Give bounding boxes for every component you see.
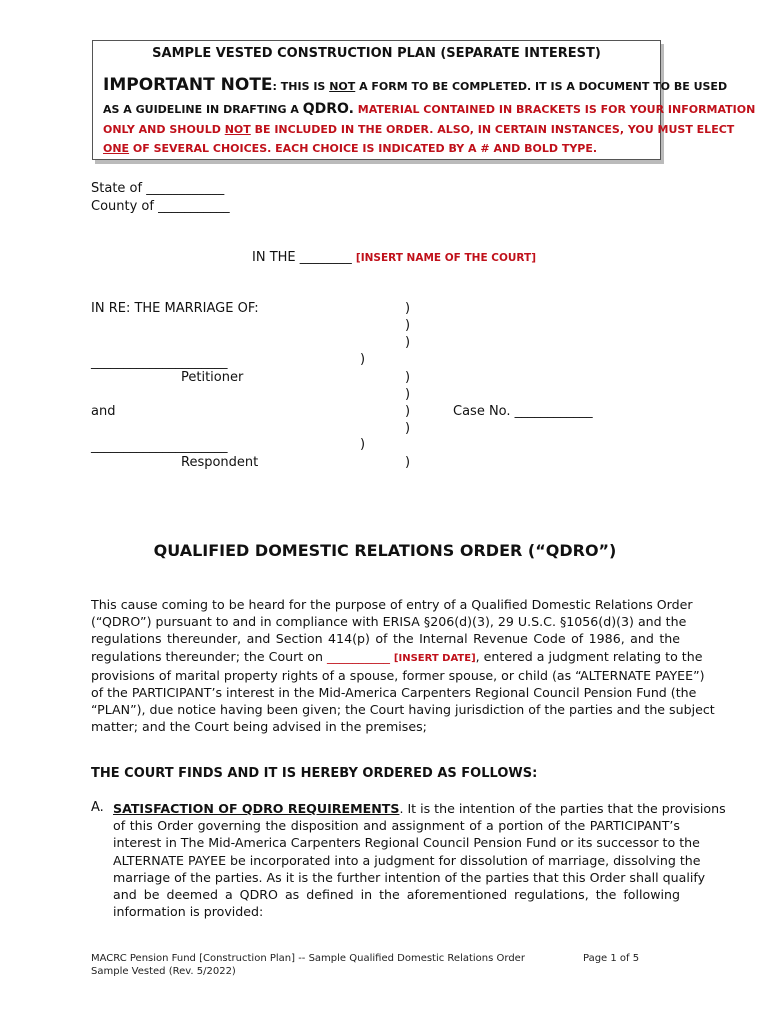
findings-heading: THE COURT FINDS AND IT IS HEREBY ORDERED AS FOLLOWS: [91, 766, 538, 781]
caption-paren: ) [405, 404, 411, 419]
caption-paren: ) [405, 335, 411, 350]
intro-line: of the PARTICIPANT’s interest in the Mid-America Carpenters Regional Council Pension Fund (the [91, 685, 697, 701]
notice-line-4: ONE OF SEVERAL CHOICES. EACH CHOICE IS INDICATED BY A # AND BOLD TYPE. [103, 142, 598, 155]
intro-line: This cause coming to be heard for the purpose of entry of a Qualified Domestic Relations Order [91, 597, 693, 612]
section-a-line: interest in The Mid-America Carpenters Regional Council Pension Fund or its successor to the [113, 835, 700, 851]
page-number: Page 1 of 5 [583, 953, 640, 964]
court-name-placeholder: [INSERT NAME OF THE COURT] [355, 252, 537, 264]
in-re-marriage: IN RE: THE MARRIAGE OF: [91, 301, 259, 316]
caption-paren: ) [405, 455, 411, 470]
court-line: IN THE ________ [INSERT NAME OF THE COURT] [252, 250, 537, 265]
state-of-line: State of ____________ [91, 181, 225, 196]
section-a-line: and be deemed a QDRO as defined in the aforementioned regulations, the following [113, 887, 680, 903]
intro-line: (“QDRO”) pursuant to and in compliance with ERISA §206(d)(3), 29 U.S.C. §1056(d)(3) and the [91, 614, 687, 630]
case-number: Case No. ____________ [453, 404, 593, 419]
section-a-letter: A. [91, 800, 104, 815]
footer-doc-title: MACRC Pension Fund [Construction Plan] -- Sample Qualified Domestic Relations Order [91, 953, 525, 964]
petitioner-blank: _____________________ [91, 355, 228, 370]
caption-paren: ) [405, 421, 411, 436]
caption-paren: ) [360, 437, 366, 452]
notice-line-1: IMPORTANT NOTE: THIS IS NOT A FORM TO BE COMPLETED. IT IS A DOCUMENT TO BE USED [103, 75, 728, 95]
notice-line-3: ONLY AND SHOULD NOT BE INCLUDED IN THE ORDER. ALSO, IN CERTAIN INSTANCES, YOU MUST ELECT [103, 123, 735, 136]
important-notice-box [92, 40, 756, 160]
intro-line: regulations thereunder, and Section 414(p) of the Internal Revenue Code of 1986, and the [91, 631, 680, 647]
and-label: and [91, 404, 116, 419]
county-of-line: County of ___________ [91, 199, 230, 214]
date-blank: __________ [326, 648, 390, 664]
intro-line: “PLAN”), due notice having been given; the Court having jurisdiction of the parties and the subject [91, 702, 715, 718]
respondent-blank: _____________________ [91, 439, 228, 454]
insert-date-placeholder: [INSERT DATE] [393, 652, 476, 664]
footer-revision: Sample Vested (Rev. 5/2022) [91, 966, 236, 977]
intro-line: provisions of marital property rights of a spouse, former spouse, or child (as “ALTERNATE PAYEE”) [91, 667, 705, 683]
section-a-paragraph [113, 800, 726, 920]
intro-line: matter; and the Court being advised in the premises; [91, 719, 427, 735]
petitioner-label: Petitioner [181, 370, 244, 385]
section-a-line: SATISFACTION OF QDRO REQUIREMENTS. It is the intention of the parties that the provisions [113, 801, 726, 816]
intro-paragraph [91, 596, 715, 736]
section-a-line: marriage of the parties. As it is the further intention of the parties that this Order shall qualify [113, 869, 706, 885]
order-title: QUALIFIED DOMESTIC RELATIONS ORDER (“QDRO”) [153, 541, 617, 560]
caption-paren: ) [405, 370, 411, 385]
caption-paren: ) [405, 318, 411, 333]
intro-line: regulations thereunder; the Court on __________ [INSERT DATE], entered a judgment relating to the [91, 648, 703, 664]
respondent-label: Respondent [181, 455, 259, 470]
section-a-title: SATISFACTION OF QDRO REQUIREMENTS [113, 801, 400, 816]
section-a-line: of this Order governing the disposition and assignment of a portion of the PARTICIPANT’s [113, 818, 680, 834]
caption-paren: ) [360, 352, 366, 367]
notice-title: SAMPLE VESTED CONSTRUCTION PLAN (SEPARATE INTEREST) [152, 46, 601, 61]
notice-line-2: AS A GUIDELINE IN DRAFTING A QDRO. MATERIAL CONTAINED IN BRACKETS IS FOR YOUR INFORMATION [103, 101, 756, 117]
important-note-label: IMPORTANT NOTE [103, 75, 273, 95]
section-a-line: ALTERNATE PAYEE be incorporated into a judgment for dissolution of marriage, dissolving the [113, 852, 701, 868]
caption-paren: ) [405, 301, 411, 316]
caption-paren: ) [405, 387, 411, 402]
section-a-line: information is provided: [113, 904, 264, 920]
